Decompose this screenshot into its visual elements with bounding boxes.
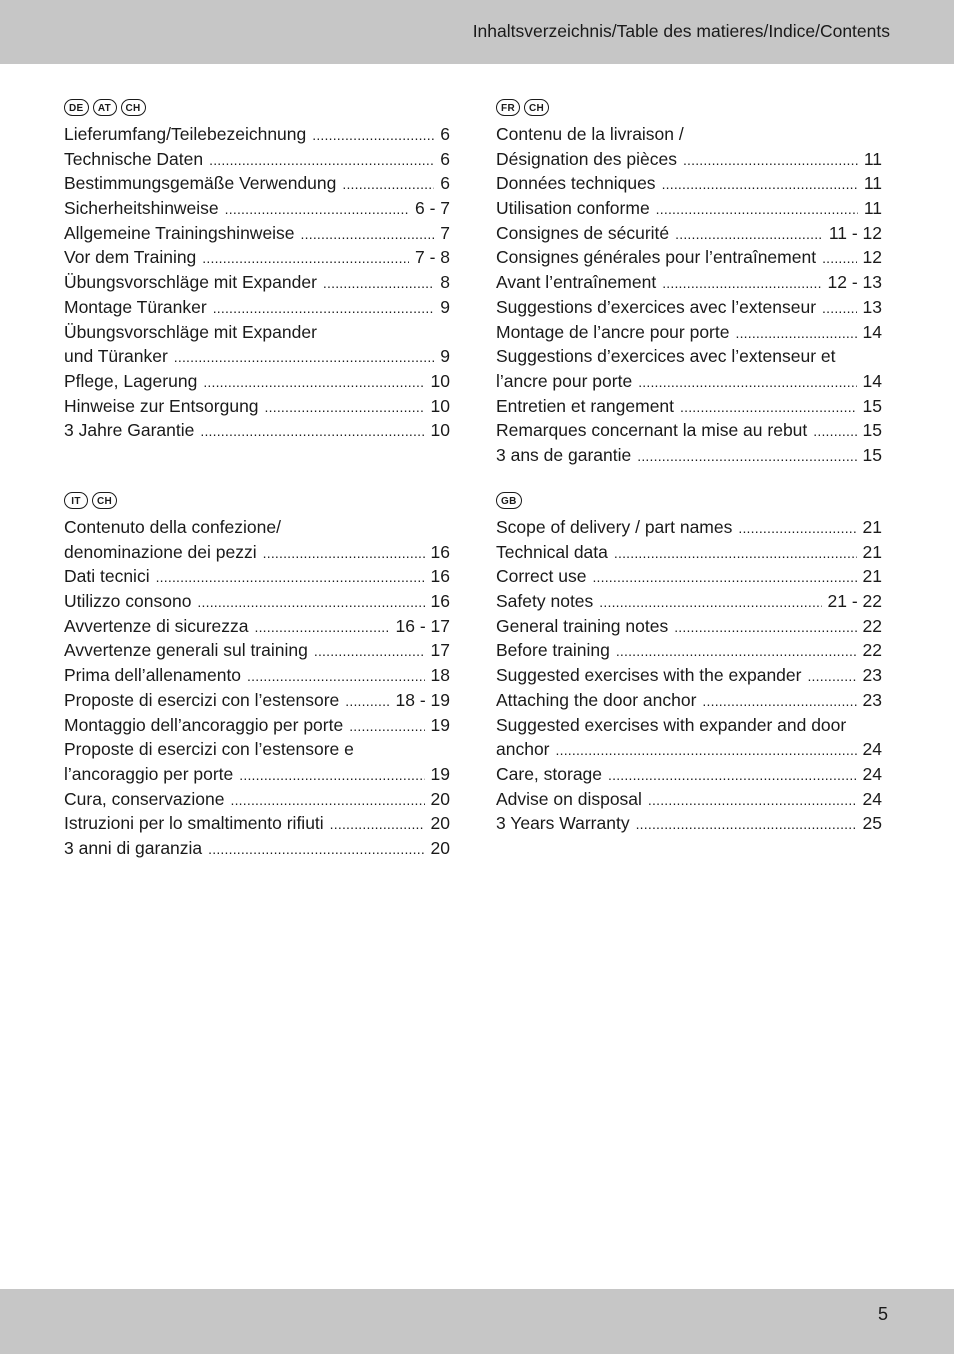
language-badges bbox=[64, 489, 450, 511]
language-badges bbox=[64, 96, 450, 118]
toc-entry bbox=[64, 171, 450, 196]
toc-entry-title: Safety notes bbox=[496, 591, 594, 612]
toc-entry-page: 20 bbox=[430, 837, 450, 858]
toc-entry-title: Suggested exercises with the expander bbox=[496, 665, 802, 686]
language-badge-fr: FR bbox=[496, 99, 520, 116]
toc-entry bbox=[64, 369, 450, 394]
toc-entry bbox=[64, 270, 450, 295]
toc-entry bbox=[496, 369, 882, 394]
toc-entry bbox=[496, 122, 882, 147]
dot-leader bbox=[556, 737, 857, 763]
toc-entry-title: Übungsvorschläge mit Expander bbox=[64, 272, 317, 293]
toc-entry-title: l’ancre pour porte bbox=[496, 370, 633, 391]
toc-entry bbox=[496, 638, 882, 663]
toc-entry-page: 15 bbox=[862, 444, 882, 465]
toc-entry-title: Übungsvorschläge mit Expander bbox=[64, 321, 317, 342]
dot-leader bbox=[323, 270, 434, 296]
dot-leader bbox=[680, 394, 857, 420]
dot-leader bbox=[239, 762, 424, 788]
dot-leader bbox=[735, 320, 856, 346]
toc-entry-title: 3 anni di garanzia bbox=[64, 837, 203, 858]
language-badge-it: IT bbox=[64, 492, 88, 509]
toc-entry bbox=[64, 589, 450, 614]
toc-entry-title: Avvertenze generali sul training bbox=[64, 640, 308, 661]
toc-entry-title: Contenuto della confezione/ bbox=[64, 517, 281, 537]
toc-entry bbox=[64, 688, 450, 713]
toc-entry-page: 19 bbox=[430, 763, 450, 784]
toc-entry bbox=[496, 713, 882, 738]
toc-entry bbox=[64, 295, 450, 320]
toc-entry-page: 18 - 19 bbox=[395, 689, 450, 710]
toc-entry bbox=[64, 418, 450, 443]
toc-entry-title: 3 Jahre Garantie bbox=[64, 420, 195, 441]
toc-entry-title: Dati tecnici bbox=[64, 566, 150, 587]
toc-entry-page: 10 bbox=[430, 395, 450, 416]
dot-leader bbox=[200, 418, 424, 444]
dot-leader bbox=[616, 638, 857, 664]
toc-entry-page: 9 bbox=[440, 346, 450, 367]
toc-entry bbox=[496, 614, 882, 639]
toc-entry bbox=[496, 663, 882, 688]
dot-leader bbox=[349, 713, 424, 739]
dot-leader bbox=[822, 295, 856, 321]
dot-leader bbox=[345, 688, 389, 714]
toc-entry-title: Sicherheitshinweise bbox=[64, 198, 219, 219]
dot-leader bbox=[314, 638, 425, 664]
toc-entry bbox=[496, 443, 882, 468]
toc-entry bbox=[496, 270, 882, 295]
toc-entry-title: Consignes de sécurité bbox=[496, 222, 670, 243]
toc-entry-page: 14 bbox=[862, 370, 882, 391]
header-bar bbox=[0, 0, 954, 64]
toc-entry-page: 11 - 12 bbox=[828, 222, 882, 243]
language-badge-gb: GB bbox=[496, 492, 522, 509]
toc-entry-title: Utilisation conforme bbox=[496, 198, 650, 219]
toc-entry-title: General training notes bbox=[496, 615, 669, 636]
toc-entry-title: Proposte di esercizi con l’estensore bbox=[64, 689, 340, 710]
toc-entry-page: 13 bbox=[862, 296, 882, 317]
toc-entry bbox=[496, 762, 882, 787]
toc-section-fr bbox=[496, 96, 882, 468]
toc-entry-title: Vor dem Training bbox=[64, 247, 197, 268]
toc-entry bbox=[64, 787, 450, 812]
toc-entry-title: Cura, conservazione bbox=[64, 788, 225, 809]
toc-entry-title: Entretien et rangement bbox=[496, 395, 675, 416]
dot-leader bbox=[738, 515, 856, 541]
footer-bar bbox=[0, 1289, 954, 1354]
page-number: 5 bbox=[877, 1304, 888, 1324]
dot-leader bbox=[342, 171, 434, 197]
dot-leader bbox=[265, 394, 425, 420]
toc-entry-page: 20 bbox=[430, 813, 450, 834]
toc-entry-title: Technical data bbox=[496, 541, 608, 562]
toc-entry-title: Before training bbox=[496, 640, 610, 661]
toc-entry bbox=[64, 320, 450, 345]
dot-leader bbox=[202, 245, 409, 271]
dot-leader bbox=[312, 122, 434, 148]
toc-entry-title: Allgemeine Trainingshinweise bbox=[64, 222, 295, 243]
toc-entry-page: 12 bbox=[862, 247, 882, 268]
toc-entry bbox=[496, 344, 882, 369]
toc-entries bbox=[496, 122, 882, 468]
dot-leader bbox=[614, 540, 857, 566]
language-badge-de: DE bbox=[64, 99, 89, 116]
toc-entry-page: 10 bbox=[430, 420, 450, 441]
toc-entry-title: Montage Türanker bbox=[64, 296, 207, 317]
dot-leader bbox=[662, 171, 858, 197]
toc-entry-page: 23 bbox=[862, 689, 882, 710]
toc-entry bbox=[64, 614, 450, 639]
toc-entry-page: 16 bbox=[430, 541, 450, 562]
toc-entry bbox=[496, 811, 882, 836]
language-badges bbox=[496, 96, 882, 118]
toc-entry-page: 6 - 7 bbox=[414, 198, 450, 219]
toc-entry-title: Avant l’entraînement bbox=[496, 272, 657, 293]
dot-leader bbox=[813, 418, 856, 444]
toc-entry-page: 21 bbox=[862, 517, 882, 537]
toc-entry bbox=[496, 540, 882, 565]
toc-entry-title: 3 Years Warranty bbox=[496, 813, 630, 834]
toc-entry-page: 15 bbox=[862, 420, 882, 441]
toc-entry-page: 17 bbox=[430, 640, 450, 661]
page-header-title: Inhaltsverzeichnis/Table des matieres/Indice/Contents bbox=[472, 21, 890, 41]
dot-leader bbox=[209, 147, 434, 173]
toc-entry-title: Données techniques bbox=[496, 173, 656, 194]
language-badge-at: AT bbox=[93, 99, 117, 116]
dot-leader bbox=[301, 221, 435, 247]
dot-leader bbox=[675, 221, 823, 247]
toc-entry-title: Montage de l’ancre pour porte bbox=[496, 321, 730, 342]
toc-entry-title: Pflege, Lagerung bbox=[64, 370, 198, 391]
toc-entry-page: 18 bbox=[430, 665, 450, 686]
dot-leader bbox=[822, 245, 856, 271]
toc-entry-page: 14 bbox=[862, 321, 882, 342]
toc-entry-title: und Türanker bbox=[64, 346, 168, 367]
toc-entry bbox=[496, 688, 882, 713]
toc-entry bbox=[496, 737, 882, 762]
toc-entry-title: Advise on disposal bbox=[496, 788, 642, 809]
toc-entry-page: 15 bbox=[862, 395, 882, 416]
dot-leader bbox=[608, 762, 857, 788]
toc-entry bbox=[64, 394, 450, 419]
toc-entry bbox=[496, 589, 882, 614]
toc-entry bbox=[496, 564, 882, 589]
toc-entry bbox=[64, 196, 450, 221]
toc-entry bbox=[64, 344, 450, 369]
toc-entry-title: Correct use bbox=[496, 566, 587, 587]
toc-entry-page: 16 - 17 bbox=[395, 615, 450, 636]
toc-entry-title: Care, storage bbox=[496, 763, 603, 784]
toc-entries bbox=[64, 515, 450, 861]
dot-leader bbox=[683, 147, 858, 173]
toc-entry-page: 21 bbox=[862, 566, 882, 587]
toc-entry-page: 12 - 13 bbox=[827, 272, 882, 293]
toc-entry-title: Suggestions d’exercices avec l’extenseur et bbox=[496, 346, 836, 367]
toc-entry bbox=[64, 564, 450, 589]
toc-entry bbox=[64, 713, 450, 738]
toc-entry bbox=[64, 540, 450, 565]
dot-leader bbox=[197, 589, 424, 615]
toc-entry bbox=[496, 147, 882, 172]
dot-leader bbox=[213, 295, 435, 321]
toc-entry-page: 24 bbox=[862, 788, 882, 809]
toc-entry bbox=[64, 811, 450, 836]
toc-entry-title: Contenu de la livraison / bbox=[496, 124, 684, 144]
toc-entry-page: 7 bbox=[440, 222, 450, 243]
toc-entry-title: Remarques concernant la mise au rebut bbox=[496, 420, 808, 441]
toc-entry bbox=[496, 221, 882, 246]
toc-entry bbox=[64, 638, 450, 663]
toc-entry-page: 11 bbox=[863, 173, 882, 194]
toc-entry bbox=[64, 122, 450, 147]
toc-entries bbox=[496, 515, 882, 836]
toc-entry-title: denominazione dei pezzi bbox=[64, 541, 257, 562]
toc-entry bbox=[496, 245, 882, 270]
toc-entry bbox=[496, 394, 882, 419]
toc-section-it bbox=[64, 489, 450, 861]
dot-leader bbox=[599, 589, 821, 615]
toc-entry-title: Consignes générales pour l’entraînement bbox=[496, 247, 817, 268]
toc-entry-page: 6 bbox=[440, 173, 450, 194]
dot-leader bbox=[636, 811, 857, 837]
toc-entry-page: 20 bbox=[430, 788, 450, 809]
toc-entry bbox=[64, 762, 450, 787]
toc-entry-page: 24 bbox=[862, 763, 882, 784]
dot-leader bbox=[592, 564, 856, 590]
dot-leader bbox=[255, 614, 390, 640]
toc-entry-page: 22 bbox=[862, 615, 882, 636]
toc-entry-title: Lieferumfang/Teilebezeichnung bbox=[64, 124, 307, 144]
dot-leader bbox=[203, 369, 424, 395]
dot-leader bbox=[662, 270, 821, 296]
toc-entry-page: 24 bbox=[862, 739, 882, 760]
toc-entry bbox=[64, 737, 450, 762]
toc-entry-page: 10 bbox=[430, 370, 450, 391]
toc-entry bbox=[496, 320, 882, 345]
dot-leader bbox=[208, 836, 424, 862]
toc-entry bbox=[64, 836, 450, 861]
toc-entry bbox=[496, 418, 882, 443]
toc-entry-title: Bestimmungsgemäße Verwendung bbox=[64, 173, 337, 194]
dot-leader bbox=[637, 443, 856, 469]
dot-leader bbox=[330, 811, 425, 837]
toc-entry-page: 23 bbox=[862, 665, 882, 686]
toc-entry-title: Hinweise zur Entsorgung bbox=[64, 395, 259, 416]
toc-entries bbox=[64, 122, 450, 443]
toc-entry-title: Suggestions d’exercices avec l’extenseur bbox=[496, 296, 817, 317]
toc-entry-title: Scope of delivery / part names bbox=[496, 517, 733, 537]
dot-leader bbox=[656, 196, 858, 222]
toc-entry-title: Suggested exercises with expander and door bbox=[496, 714, 847, 735]
toc-entry-page: 21 bbox=[862, 541, 882, 562]
toc-entry-page: 7 - 8 bbox=[414, 247, 450, 268]
toc-entry bbox=[496, 295, 882, 320]
toc-entry-title: Prima dell’allenamento bbox=[64, 665, 242, 686]
toc-entry bbox=[496, 515, 882, 540]
toc-entry-page: 9 bbox=[440, 296, 450, 317]
language-badges bbox=[496, 489, 882, 511]
toc-entry-title: Proposte di esercizi con l’estensore e bbox=[64, 739, 354, 760]
toc-entry-page: 6 bbox=[440, 148, 450, 169]
toc-entry-title: 3 ans de garantie bbox=[496, 444, 632, 465]
toc-entry-page: 16 bbox=[430, 591, 450, 612]
toc-entry-page: 11 bbox=[863, 198, 882, 219]
toc-entry bbox=[64, 515, 450, 540]
dot-leader bbox=[807, 663, 856, 689]
toc-entry-title: Istruzioni per lo smaltimento rifiuti bbox=[64, 813, 324, 834]
dot-leader bbox=[225, 196, 409, 222]
toc-entry-page: 6 bbox=[440, 124, 450, 144]
toc-entry-page: 22 bbox=[862, 640, 882, 661]
toc-entry-title: Montaggio dell’ancoraggio per porte bbox=[64, 714, 344, 735]
toc-entry bbox=[496, 196, 882, 221]
dot-leader bbox=[674, 614, 856, 640]
toc-entry-title: Désignation des pièces bbox=[496, 148, 677, 169]
toc-entry bbox=[64, 663, 450, 688]
language-badge-ch: CH bbox=[92, 492, 117, 509]
toc-entry-page: 25 bbox=[862, 813, 882, 834]
toc-entry-title: Technische Daten bbox=[64, 148, 204, 169]
toc-entry bbox=[64, 221, 450, 246]
toc-entry-title: Utilizzo consono bbox=[64, 591, 192, 612]
toc-entry-title: anchor bbox=[496, 739, 550, 760]
toc-entry-page: 11 bbox=[863, 148, 882, 169]
language-badge-ch: CH bbox=[121, 99, 146, 116]
dot-leader bbox=[156, 564, 425, 590]
toc-entry-page: 8 bbox=[440, 272, 450, 293]
toc-entry bbox=[496, 171, 882, 196]
toc-entry-title: l’ancoraggio per porte bbox=[64, 763, 234, 784]
toc-section-gb bbox=[496, 489, 882, 836]
dot-leader bbox=[638, 369, 856, 395]
toc-entry-title: Attaching the door anchor bbox=[496, 689, 697, 710]
toc-entry-page: 21 - 22 bbox=[827, 591, 882, 612]
toc-entry-page: 16 bbox=[430, 566, 450, 587]
toc-entry bbox=[64, 245, 450, 270]
dot-leader bbox=[648, 787, 857, 813]
dot-leader bbox=[174, 344, 434, 370]
dot-leader bbox=[231, 787, 425, 813]
toc-entry bbox=[496, 787, 882, 812]
language-badge-ch: CH bbox=[524, 99, 549, 116]
dot-leader bbox=[263, 540, 425, 566]
dot-leader bbox=[702, 688, 856, 714]
toc-section-de bbox=[64, 96, 450, 443]
toc-entry-title: Avvertenze di sicurezza bbox=[64, 615, 249, 636]
toc-entry bbox=[64, 147, 450, 172]
toc-entry-page: 19 bbox=[430, 714, 450, 735]
dot-leader bbox=[247, 663, 424, 689]
